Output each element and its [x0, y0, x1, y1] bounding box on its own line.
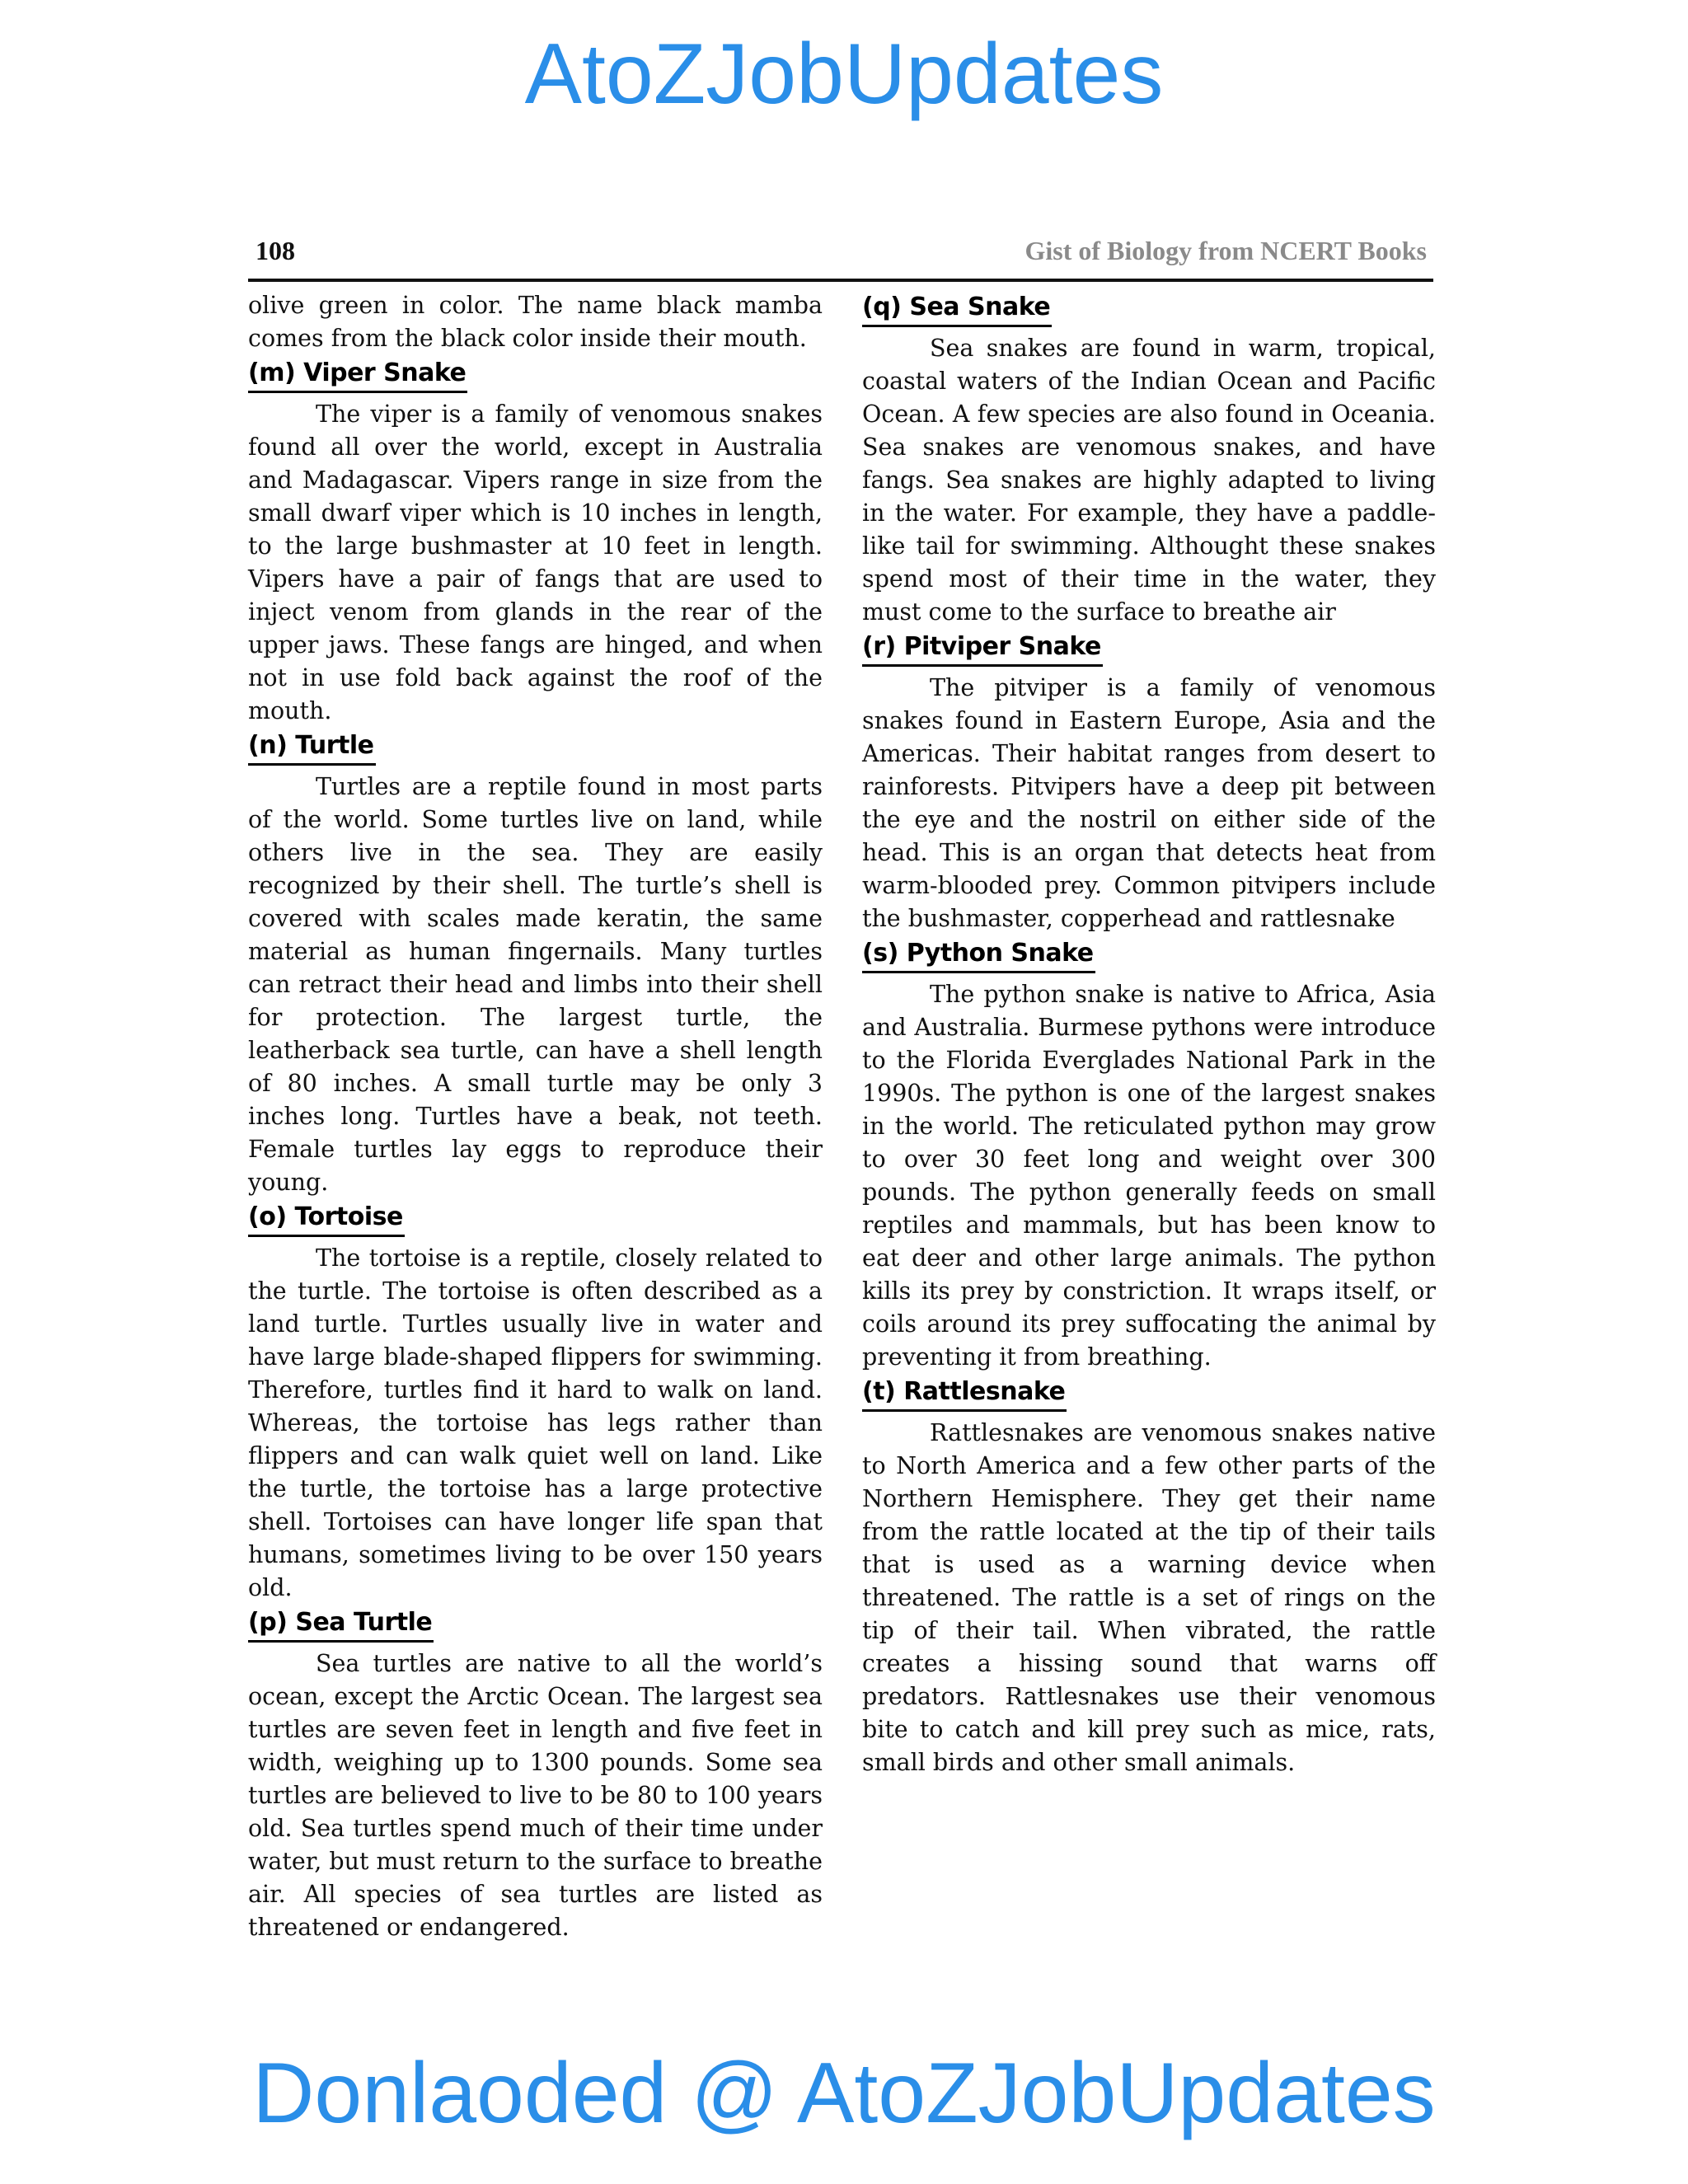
- section-body: Sea snakes are found in warm, tropical, coastal waters of the Indian Ocean and Pacific Ocean. A few species are also found in Oceania. Sea snakes are venomous snakes, and have fangs. Sea snakes are highly adapted to living in the water. For example, they have a paddle-like tail for swimming. Althought these snakes spend most of their time in the water, they must come to the surface to breathe air: [862, 335, 1436, 626]
- watermark-top: AtoZJobUpdates: [524, 26, 1164, 122]
- section-rattlesnake: [862, 1374, 1436, 1779]
- section-body: The pitviper is a family of venomous snakes found in Eastern Europe, Asia and the Americas. Their habitat ranges from desert to rainforests. Pitvipers have a deep pit between the eye and the nostril on either side of the head. This is an organ that detects heat from warm-blooded prey. Common pitvipers include the bushmaster, copperhead and rattlesnake: [862, 674, 1436, 932]
- right-column: [862, 289, 1436, 1779]
- page-number: 108: [256, 236, 295, 265]
- section-body: The python snake is native to Africa, Asia and Australia. Burmese pythons were introduce to the Florida Everglades National Park in the 1990s. The python is one of the largest snakes in the world. The reticulated python may grow to over 30 feet long and weight over 300 pounds. The python generally feeds on small reptiles and mammals, but has been know to eat deer and other large animals. The python kills its prey by constriction. It wraps itself, or coils around its prey suffocating the animal by preventing it from breathing.: [862, 981, 1436, 1371]
- running-title: Gist of Biology from NCERT Books: [1025, 236, 1427, 265]
- section-heading: (r) Pitviper Snake: [862, 631, 1103, 667]
- section-tortoise: [248, 1199, 823, 1605]
- section-heading: (q) Sea Snake: [862, 292, 1052, 327]
- section-body: The viper is a family of venomous snakes found all over the world, except in Australia and Madagascar. Vipers range in size from the small dwarf viper which is 10 inches in length, to the large bushmaster at 10 feet in length. Vipers have a pair of fangs that are used to inject venom from glands in the rear of the upper jaws. These fangs are hinged, and when not in use fold back against the roof of the mouth.: [248, 401, 823, 724]
- section-heading: (o) Tortoise: [248, 1202, 405, 1237]
- section-sea-turtle: [248, 1605, 823, 1944]
- section-heading: (m) Viper Snake: [248, 358, 467, 393]
- section-viper-snake: [248, 355, 823, 728]
- section-heading: (n) Turtle: [248, 730, 376, 766]
- section-heading: (t) Rattlesnake: [862, 1376, 1067, 1412]
- section-body: The tortoise is a reptile, closely related to the turtle. The tortoise is often described as a land turtle. Turtles usually live in water and have large blade-shaped flippers for swimming. Therefore, turtles find it hard to walk on land. Whereas, the tortoise has legs rather than flippers and can walk quiet well on land. Like the turtle, the tortoise has a large protective shell. Tortoises can have longer life span that humans, sometimes living to be over 150 years old.: [248, 1244, 823, 1601]
- section-body: Turtles are a reptile found in most parts of the world. Some turtles live on land, while others live in the sea. They are easily recognized by their shell. The turtle’s shell is covered with scales made keratin, the same material as human fingernails. Many turtles can retract their head and limbs into their shell for protection. The largest turtle, the leatherback sea turtle, can have a shell length of 80 inches. A small turtle may be only 3 inches long. Turtles have a beak, not teeth. Female turtles lay eggs to reproduce their young.: [248, 773, 823, 1196]
- section-python-snake: [862, 935, 1436, 1374]
- section-body: Rattlesnakes are venomous snakes native to North America and a few other parts of the Northern Hemisphere. They get their name from the rattle located at the tip of their tails that is used as a warning device when threatened. The rattle is a set of rings on the tip of their tail. When vibrated, the rattle creates a hissing sound that warns off predators. Rattlesnakes use their venomous bite to catch and kill prey such as mice, rats, small birds and other small animals.: [862, 1419, 1436, 1776]
- section-turtle: [248, 728, 823, 1199]
- section-pitviper-snake: [862, 629, 1436, 935]
- section-heading: (p) Sea Turtle: [248, 1607, 434, 1643]
- continuation-paragraph: olive green in color. The name black mamba comes from the black color inside their mouth.: [248, 292, 823, 352]
- section-body: Sea turtles are native to all the world’s ocean, except the Arctic Ocean. The largest sea turtles are seven feet in length and five feet in width, weighing up to 1300 pounds. Some sea turtles are believed to live to be 80 to 100 years old. Sea turtles spend much of their time under water, but must return to the surface to breathe air. All species of sea turtles are listed as threatened or endangered.: [248, 1650, 823, 1941]
- watermark-bottom: Donlaoded @ AtoZJobUpdates: [252, 2046, 1436, 2141]
- section-sea-snake: [862, 289, 1436, 629]
- section-heading: (s) Python Snake: [862, 938, 1095, 973]
- left-column: [248, 289, 823, 1944]
- page-header: [248, 232, 1433, 282]
